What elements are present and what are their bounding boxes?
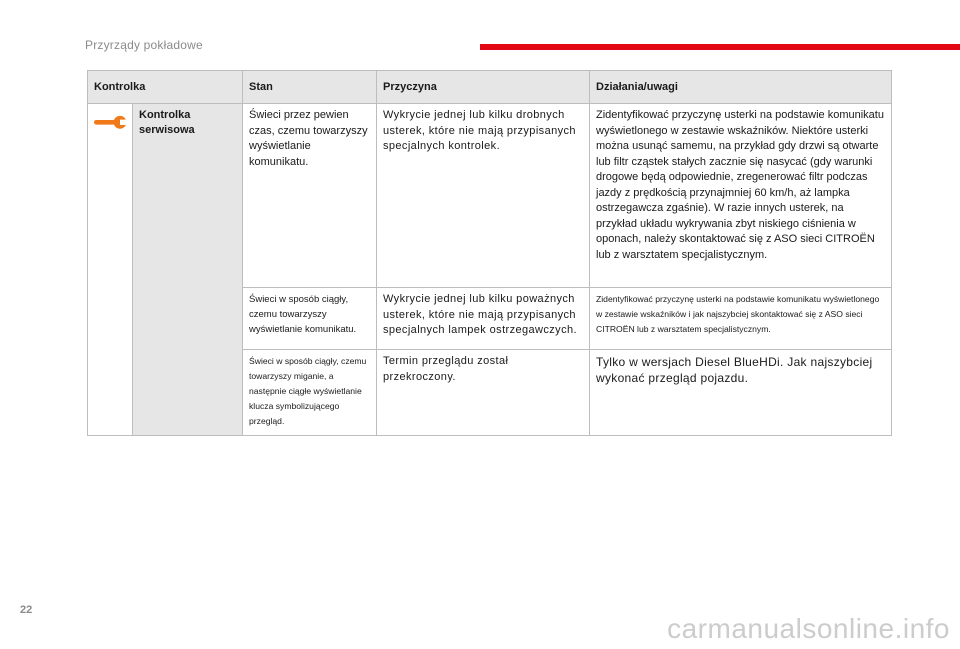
cause-cell <box>377 350 590 436</box>
cause-cell <box>377 104 590 288</box>
wrench-icon <box>94 114 128 130</box>
action-cell <box>590 288 892 350</box>
indicator-name: Kontrolka serwisowa <box>139 109 195 136</box>
state-text: Świeci w sposób ciągły, czemu towarzyszy wyświetlanie komunikatu. <box>249 294 357 335</box>
state-cell <box>243 288 377 350</box>
table-row <box>88 104 892 288</box>
red-accent-bar <box>480 44 960 50</box>
state-text: Świeci w sposób ciągły, czemu towarzyszy miganie, a następnie ciągłe wyświetlanie klucza symbolizującego przegląd. <box>249 356 367 426</box>
action-text: Zidentyfikować przyczynę usterki na podstawie komunikatu wyświetlonego w zestawie wskaźników i jak najszybciej skontaktować się z ASO sieci CITROËN lub z warsztatem specjalistycznym. <box>596 294 880 334</box>
column-header-indicator: Kontrolka <box>88 71 243 104</box>
action-cell <box>590 350 892 436</box>
state-cell <box>243 104 377 288</box>
table-header-row <box>88 71 892 104</box>
cause-text: Wykrycie jednej lub kilku drobnych usterek, które nie mają przypisanych specjalnych kontrolek. <box>383 109 576 152</box>
watermark: carmanualsonline.info <box>667 613 950 644</box>
warning-lights-table <box>87 70 892 436</box>
page-number: 22 <box>20 604 33 616</box>
action-cell <box>590 104 892 288</box>
column-header-cause: Przyczyna <box>377 71 590 104</box>
column-header-state: Stan <box>243 71 377 104</box>
action-text: Zidentyfikować przyczynę usterki na podstawie komunikatu wyświetlonego w zestawie wskaźników. Niektóre usterki można usunąć samemu, na przykład gdy drzwi są otwarte lub filtr cząstek stałych zacznie się nasycać (gdy warunki drogowe będą odpowiednie, zregenerować filtr podczas jazdy z prędkością przynajmniej 60 km/h, aż lampka ostrzegawcza zgaśnie). W razie innych usterek, na przykład układu wykrywania zbyt niskiego ciśnienia w oponach, należy skontaktować się z ASO sieci CITROËN lub z warsztatem specjalistycznym. <box>596 109 884 261</box>
section-title: Przyrządy pokładowe <box>85 38 203 52</box>
state-text: Świeci przez pewien czas, czemu towarzyszy wyświetlanie komunikatu. <box>249 109 368 168</box>
cause-text: Wykrycie jednej lub kilku poważnych usterek, które nie mają przypisanych specjalnych lampek ostrzegawczych. <box>383 293 577 336</box>
column-header-action: Działania/uwagi <box>590 71 892 104</box>
cause-text: Termin przeglądu został przekroczony. <box>383 355 509 383</box>
indicator-name-cell <box>133 104 243 436</box>
indicator-icon-cell <box>88 104 133 436</box>
cause-cell <box>377 288 590 350</box>
action-text: Tylko w wersjach Diesel BlueHDi. Jak najszybciej wykonać przegląd pojazdu. <box>596 355 873 385</box>
state-cell <box>243 350 377 436</box>
